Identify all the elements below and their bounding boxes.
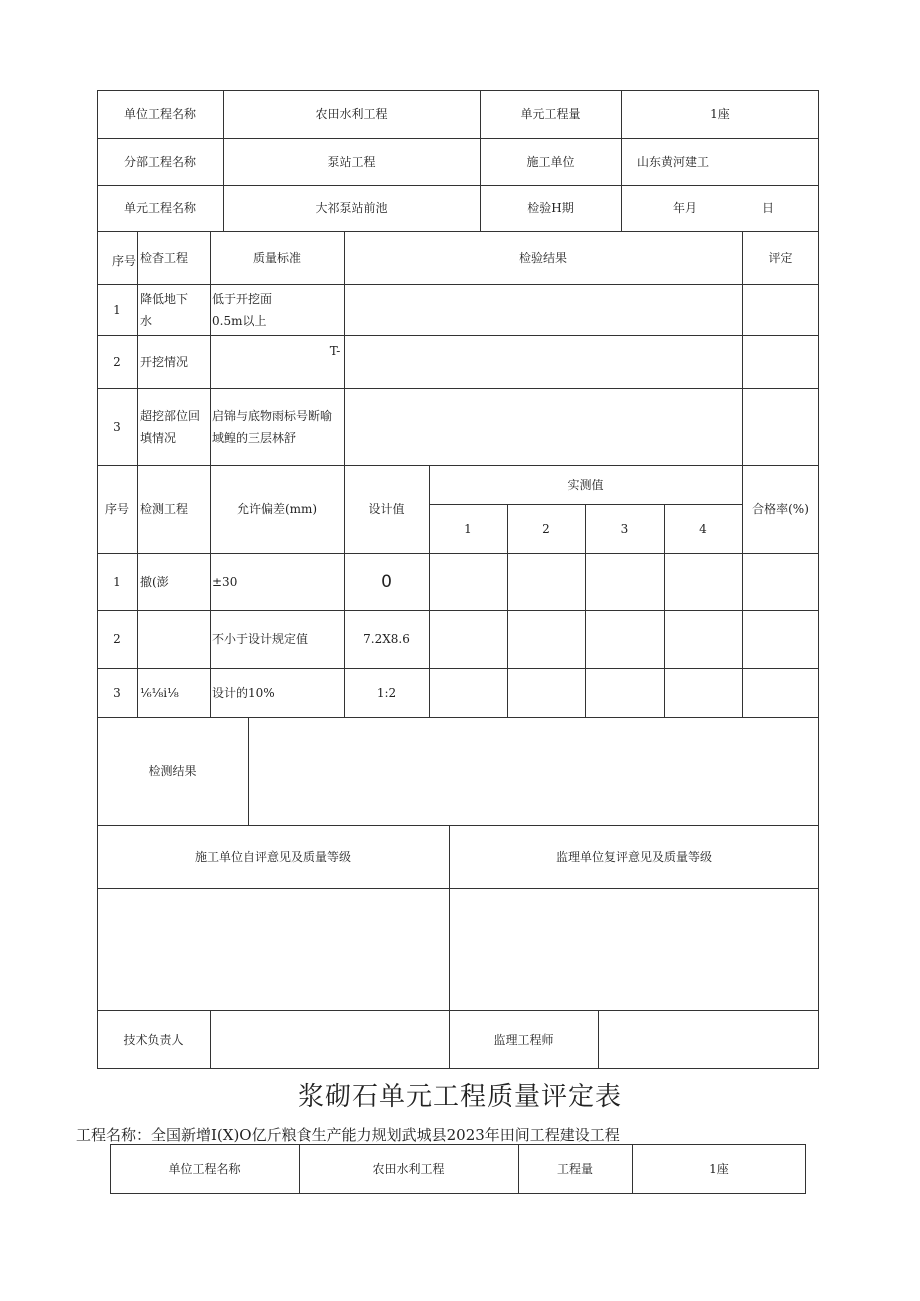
- measure-col-4-header: 4: [699, 521, 707, 536]
- element-project-value: 大祁泵站前池: [315, 201, 388, 215]
- inspection-item-header: 检杳工程: [140, 250, 189, 265]
- inspection-row-1-item: 降低地下水: [140, 291, 189, 328]
- unit-project-label: 单位工程名称: [123, 107, 196, 121]
- inspection-row-3-item: 超挖部位回填情况: [140, 408, 201, 445]
- sub-project-value: 泵站工程: [327, 154, 376, 169]
- inspection-row-2-standard: T-: [329, 344, 341, 358]
- second-quantity-value: 1座: [709, 1162, 729, 1176]
- unit-project-value: 农田水利工程: [315, 107, 388, 121]
- inspection-row-2-no: 2: [113, 354, 121, 369]
- inspection-row-1-standard: 低于开挖面0.5m以上: [212, 291, 273, 328]
- inspection-row-3-standard: 启锦与底物雨标号断喻域鳇的三层林舒: [212, 408, 333, 445]
- second-unit-project-value: 农田水利工程: [372, 1162, 445, 1176]
- inspection-rating-header: 评定: [768, 250, 793, 265]
- construction-opinion-header: 施工单位自评意见及质量等级: [194, 849, 351, 864]
- supervisor-label: 监理工程师: [493, 1032, 554, 1047]
- contractor-value: 山东黄河建工: [637, 154, 710, 169]
- grid-line: [97, 284, 819, 285]
- inspection-date-day: 日: [761, 201, 774, 215]
- measure-row-2-design: 7.2X8.6: [363, 632, 410, 646]
- measure-row-3-item: ⅙⅛i⅛: [140, 685, 179, 700]
- measure-measured-header: 实测值: [567, 477, 604, 492]
- measure-col-1-header: 1: [464, 521, 472, 536]
- grid-line: [97, 610, 819, 611]
- grid-line: [137, 231, 138, 717]
- measure-row-3-no: 3: [113, 685, 121, 700]
- inspection-result-header: 检验结果: [518, 250, 567, 265]
- element-project-label: 单元工程名称: [123, 201, 196, 215]
- measure-item-header: 检测工程: [140, 502, 189, 516]
- inspection-standard-header: 质量标准: [252, 250, 301, 265]
- grid-line: [97, 888, 819, 889]
- supervision-opinion-header: 监理单位复评意见及质量等级: [555, 849, 712, 864]
- sub-project-label: 分部工程名称: [123, 154, 196, 169]
- unit-quantity-label: 单元工程量: [520, 107, 581, 121]
- measure-row-1-item: 撤(澎: [140, 574, 169, 589]
- grid-line: [248, 717, 249, 825]
- measure-col-3-header: 3: [620, 521, 629, 536]
- measure-col-2-header: 2: [542, 521, 550, 536]
- second-unit-project-label: 单位工程名称: [168, 1162, 241, 1176]
- inspection-row-2-item: 开挖情况: [140, 354, 189, 369]
- measure-row-2-tolerance: 不小于设计规定值: [212, 632, 309, 646]
- grid-line: [598, 1010, 599, 1069]
- tech-lead-label: 技术负责人: [123, 1032, 184, 1047]
- measure-row-1-no: 1: [113, 574, 121, 589]
- measure-row-1-design: 0: [381, 571, 392, 592]
- inspection-no-header: 序号: [111, 254, 136, 268]
- contractor-label: 施工单位: [526, 154, 575, 169]
- measure-row-3-tolerance: 设计的10%: [212, 685, 275, 700]
- test-result-label: 检测结果: [148, 764, 197, 778]
- second-quantity-label: 工程量: [556, 1162, 593, 1176]
- grid-line: [210, 1010, 211, 1069]
- second-form-title: 浆砌石单元工程质量评定表: [297, 1082, 622, 1112]
- measure-row-3-design: 1:2: [376, 685, 397, 700]
- inspection-row-1-no: 1: [113, 302, 121, 317]
- inspection-date-year-month: 年月: [672, 201, 697, 215]
- project-name-line: 工程名称：全国新增I(X)O亿斤粮食生产能力规划武城县2023年田间工程建设工程: [76, 1126, 620, 1144]
- measure-no-header: 序号: [104, 502, 129, 516]
- unit-quantity-value: 1座: [710, 107, 730, 121]
- inspection-date-label: 检验H期: [527, 201, 574, 215]
- measure-design-header: 设计值: [368, 502, 405, 516]
- measure-row-1-tolerance: ±30: [212, 574, 238, 589]
- inspection-row-3-no: 3: [113, 419, 121, 434]
- measure-tolerance-header: 允许偏差(mm): [236, 502, 318, 516]
- measure-pass-rate-header: 合格率(%): [752, 502, 809, 516]
- measure-row-2-no: 2: [113, 632, 121, 646]
